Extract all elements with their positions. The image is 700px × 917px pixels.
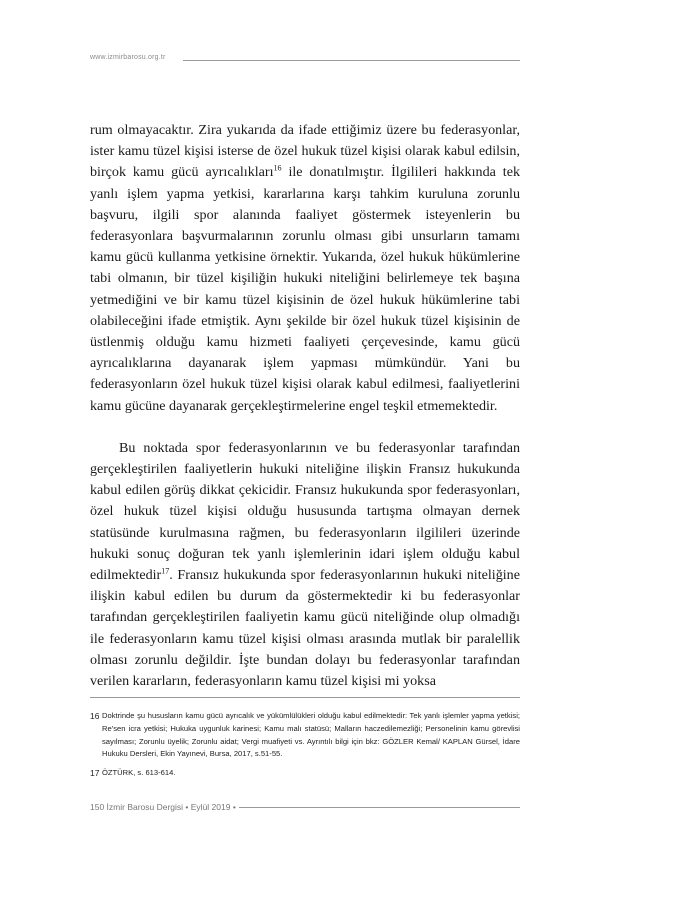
footnote-16: [90, 710, 520, 761]
paragraph-1-text: rum olmayacaktır. Zira yukarıda da ifade ettiğimiz üzere bu federasyonlar, ister kamu tüzel kişisi isterse de özel hukuk tüzel kişisi olarak kabul edilsin, birçok kamu gücü ayrıcalıkları: [90, 122, 520, 181]
paragraph-2-text-cont: . Fransız hukukunda spor federasyonlarının hukuki niteliğine ilişkin kabul edilen bu durum da göstermektedir ki bu federasyonlar tarafından gerçekleştirilen faaliyetin kamu gücü niteliğinde olup olmadığı ile federasyonların kamu tüzel kişisi olması arasında mutlak bir paralellik olması zorunlu değildir. İşte bundan dolayı bu federasyonlar tarafından verilen kararların, federasyonların kamu tüzel kişisi mi yoksa: [90, 567, 520, 690]
footnote-number: 16: [90, 711, 100, 721]
footnote-number: 17: [90, 768, 100, 779]
footnote-ref-16: 16: [273, 163, 282, 173]
footnote-text: Doktrinde şu hususların kamu gücü ayrıcalık ve yükümlülükleri olduğu kabul edilmektedir: Tek yanlı işlemler yapma yetkisi; Re’sen icra yetkisi; Hukuka uygunluk karinesi; Kamu malı statüsü; Malların haczedilemezliği; Personelinin kamu görevlisi sayılması; Zorunlu üyelik; Zorunlu aidat; Vergi muafiyeti vs. Ayrıntılı bilgi için bkz: GÖZLER Kemal/ KAPLAN Gürsel, İdare Hukuku Dersleri, Ekin Yayınevi, Bursa, 2017, s.51-55.: [102, 711, 520, 759]
body-text: [90, 120, 520, 692]
footnote-17: [90, 767, 520, 780]
footer-divider: [239, 807, 520, 808]
paragraph-1-text-cont: ile donatılmıştır. İlgilileri hakkında tek yanlı işlem yapma yetkisi, kararlarına karşı tahkim kuruluna zorunlu başvuru, ilgili spor alanında faaliyet göstermek isteyenlerin bu federasyonlara başvurmalarının zorunlu olması gibi unsurların tamamı kamu gücü kullanma yetkisine örnektir. Yukarıda, özel hukuk hükümlerine tabi olmanın, bir tüzel kişiliğin hukuki niteliğini belirlemeye tek başına yetmediğini ve bir kamu tüzel kişisinin de özel hukuk hükümlerine tabi olabileceğini ifade etmiştik. Aynı şekilde bir özel hukuk tüzel kişisinin de üstlenmiş olduğu kamu hizmeti faaliyeti çerçevesinde, kamu gücü ayrıcalıklarına dayanarak işlem yapması mümkündür. Yani bu federasyonların özel hukuk tüzel kişisi olarak kabul edilmesi, faaliyetlerini kamu gücüne dayanarak gerçekleştirmelerine engel teşkil etmemektedir.: [90, 164, 520, 414]
footnote-divider: [90, 697, 520, 698]
paragraph-2-text: Bu noktada spor federasyonlarının ve bu federasyonlar tarafından gerçekleştirilen faaliyetlerin hukuki niteliğine ilişkin Fransız hukukunda kabul edilen görüş dikkat çekicidir. Fransız hukukunda spor federasyonları, özel hukuk tüzel kişisi olduğu hususunda tartışma olmayan dernek statüsünde kurulmasına rağmen, bu federasyonların ilgilileri üzerinde hukuki sonuç doğuran tek yanlı işlemlerinin idari işlem olduğu kabul edilmektedir: [90, 439, 520, 584]
footnote-ref-17: 17: [161, 566, 170, 576]
header-divider: [183, 60, 520, 61]
header-url: www.izmirbarosu.org.tr: [90, 54, 166, 61]
footer-text: 150 İzmir Barosu Dergisi • Eylül 2019 •: [90, 802, 236, 812]
paragraph-2: [90, 438, 520, 692]
paragraph-1: [90, 120, 520, 417]
footnote-text: ÖZTÜRK, s. 613-614.: [102, 768, 176, 778]
footnotes: [90, 710, 520, 780]
page-footer: [90, 800, 520, 814]
